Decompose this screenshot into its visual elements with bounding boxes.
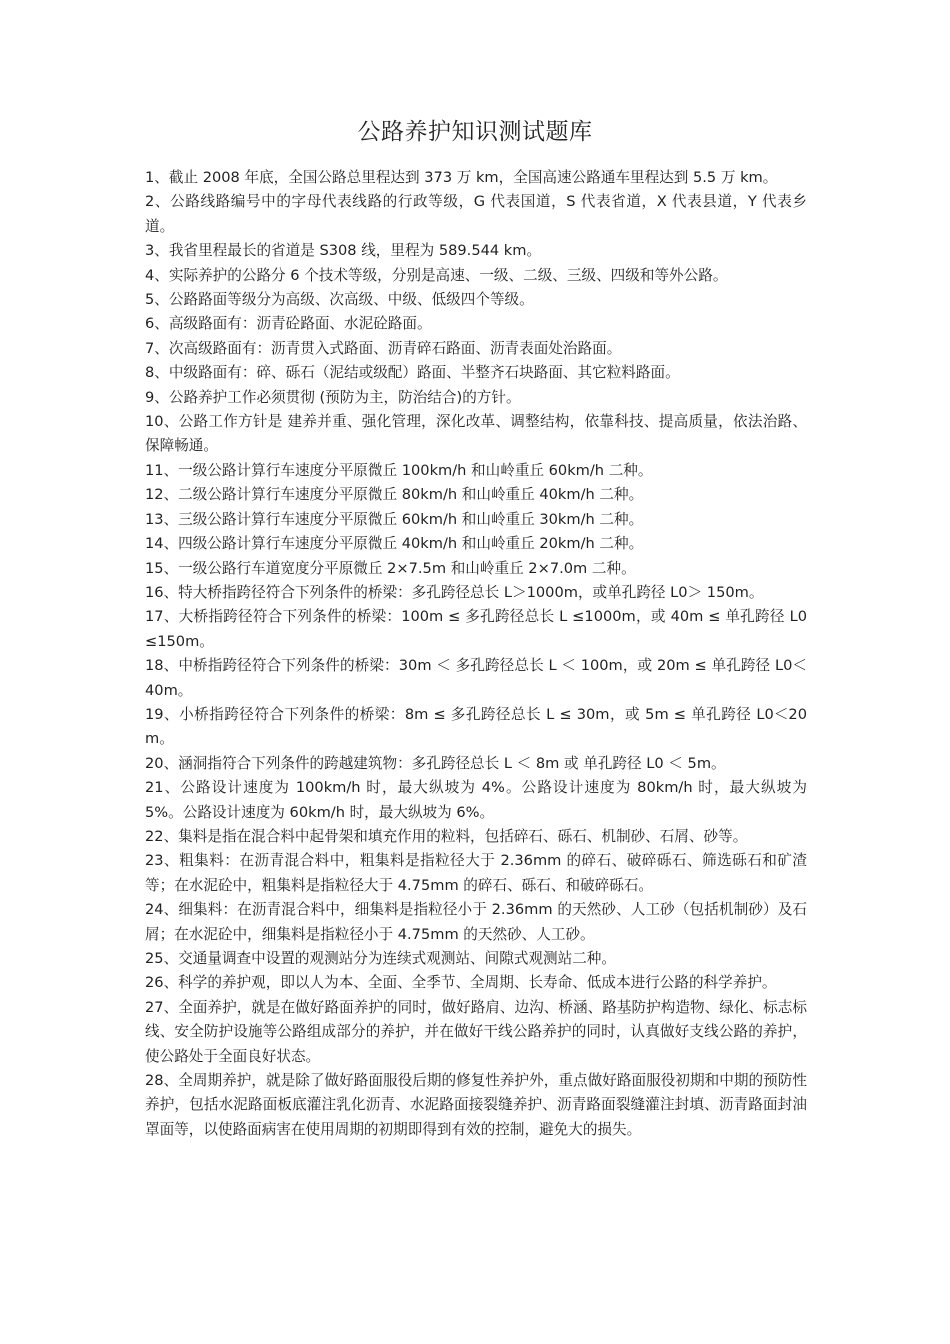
question-item: 21、公路设计速度为 100km/h 时，最大纵坡为 4%。公路设计速度为 80km/h 时，最大纵坡为 5%。公路设计速度为 60km/h 时，最大纵坡为 6%。 <box>145 779 807 821</box>
question-item: 9、公路养护工作必须贯彻 (预防为主，防治结合)的方针。 <box>145 388 521 406</box>
question-item: 15、一级公路行车道宽度分平原微丘 2×7.5m 和山岭重丘 2×7.0m 二种。 <box>145 559 636 577</box>
question-item: 2、公路线路编号中的字母代表线路的行政等级，G 代表国道，S 代表省道，X 代表县道，Y 代表乡道。 <box>145 193 807 235</box>
document-title: 公路养护知识测试题库 <box>357 119 593 145</box>
question-item: 6、高级路面有：沥青砼路面、水泥砼路面。 <box>145 315 432 333</box>
question-item: 22、集料是指在混合料中起骨架和填充作用的粒料，包括碎石、砾石、机制砂、石屑、砂等。 <box>145 827 748 845</box>
question-item: 8、中级路面有：碎、砾石（泥结或级配）路面、半整齐石块路面、其它粒料路面。 <box>145 364 680 382</box>
question-item: 27、全面养护，就是在做好路面养护的同时，做好路肩、边沟、桥涵、路基防护构造物、绿化、标志标线、安全防护设施等公路组成部分的养护，并在做好干线公路养护的同时，认真做好支线公路的养护，使公路处于全面良好状态。 <box>145 998 807 1065</box>
question-item: 20、涵洞指符合下列条件的跨越建筑物：多孔跨径总长 L ＜ 8m 或 单孔跨径 L0 ＜ 5m。 <box>145 754 726 772</box>
question-item: 1、截止 2008 年底，全国公路总里程达到 373 万 km，全国高速公路通车里程达到 5.5 万 km。 <box>145 169 778 186</box>
question-item: 19、小桥指跨径符合下列条件的桥梁：8m ≤ 多孔跨径总长 L ≤ 30m，或 5m ≤ 单孔跨径 L0＜20m。 <box>145 705 807 748</box>
question-item: 11、一级公路计算行车速度分平原微丘 100km/h 和山岭重丘 60km/h 二种。 <box>145 461 653 479</box>
question-item: 13、三级公路计算行车速度分平原微丘 60km/h 和山岭重丘 30km/h 二种。 <box>145 510 644 528</box>
question-item: 26、科学的养护观，即以人为本、全面、全季节、全周期、长寿命、低成本进行公路的科学养护。 <box>145 974 777 992</box>
question-item: 25、交通量调查中设置的观测站分为连续式观测站、间隙式观测站二种。 <box>145 950 616 967</box>
question-item: 24、细集料：在沥青混合料中，细集料是指粒径小于 2.36mm 的天然砂、人工砂（包括机制砂）及石屑；在水泥砼中，细集料是指粒径小于 4.75mm 的天然砂、人工砂。 <box>145 901 807 943</box>
question-item: 4、实际养护的公路分 6 个技术等级，分别是高速、一级、二级、三级、四级和等外公路。 <box>145 266 728 284</box>
question-item: 3、我省里程最长的省道是 S308 线，里程为 589.544 km。 <box>145 242 542 260</box>
question-item: 18、中桥指跨径符合下列条件的桥梁：30m ＜ 多孔跨径总长 L ＜ 100m，或 20m ≤ 单孔跨径 L0＜ 40m。 <box>145 657 807 699</box>
question-item: 5、公路路面等级分为高级、次高级、中级、低级四个等级。 <box>145 291 534 309</box>
question-list <box>145 166 807 1142</box>
question-item: 12、二级公路计算行车速度分平原微丘 80km/h 和山岭重丘 40km/h 二种。 <box>145 486 644 504</box>
question-item: 14、四级公路计算行车速度分平原微丘 40km/h 和山岭重丘 20km/h 二种。 <box>145 535 644 553</box>
question-item: 16、特大桥指跨径符合下列条件的桥梁：多孔跨径总长 L＞1000m，或单孔跨径 L0＞ 150m。 <box>145 583 764 601</box>
question-item: 28、全周期养护，就是除了做好路面服役后期的修复性养护外，重点做好路面服役初期和中期的预防性养护，包括水泥路面板底灌注乳化沥青、水泥路面接裂缝养护、沥青路面裂缝灌注封填、沥青路面封油罩面等，以使路面病害在使用周期的初期即得到有效的控制，避免大的损失。 <box>145 1072 807 1138</box>
question-item: 23、粗集料：在沥青混合料中，粗集料是指粒径大于 2.36mm 的碎石、破碎砾石、筛选砾石和矿渣等；在水泥砼中，粗集料是指粒径大于 4.75mm 的碎石、砾石、和破碎砾石。 <box>145 852 807 894</box>
question-item: 7、次高级路面有：沥青贯入式路面、沥青碎石路面、沥青表面处治路面。 <box>145 339 622 357</box>
question-item: 17、大桥指跨径符合下列条件的桥梁：100m ≤ 多孔跨径总长 L ≤1000m，或 40m ≤ 单孔跨径 L0≤150m。 <box>145 608 807 650</box>
question-item: 10、公路工作方针是 建养并重、强化管理，深化改革、调整结构，依靠科技、提高质量，依法治路、保障畅通。 <box>145 413 807 455</box>
